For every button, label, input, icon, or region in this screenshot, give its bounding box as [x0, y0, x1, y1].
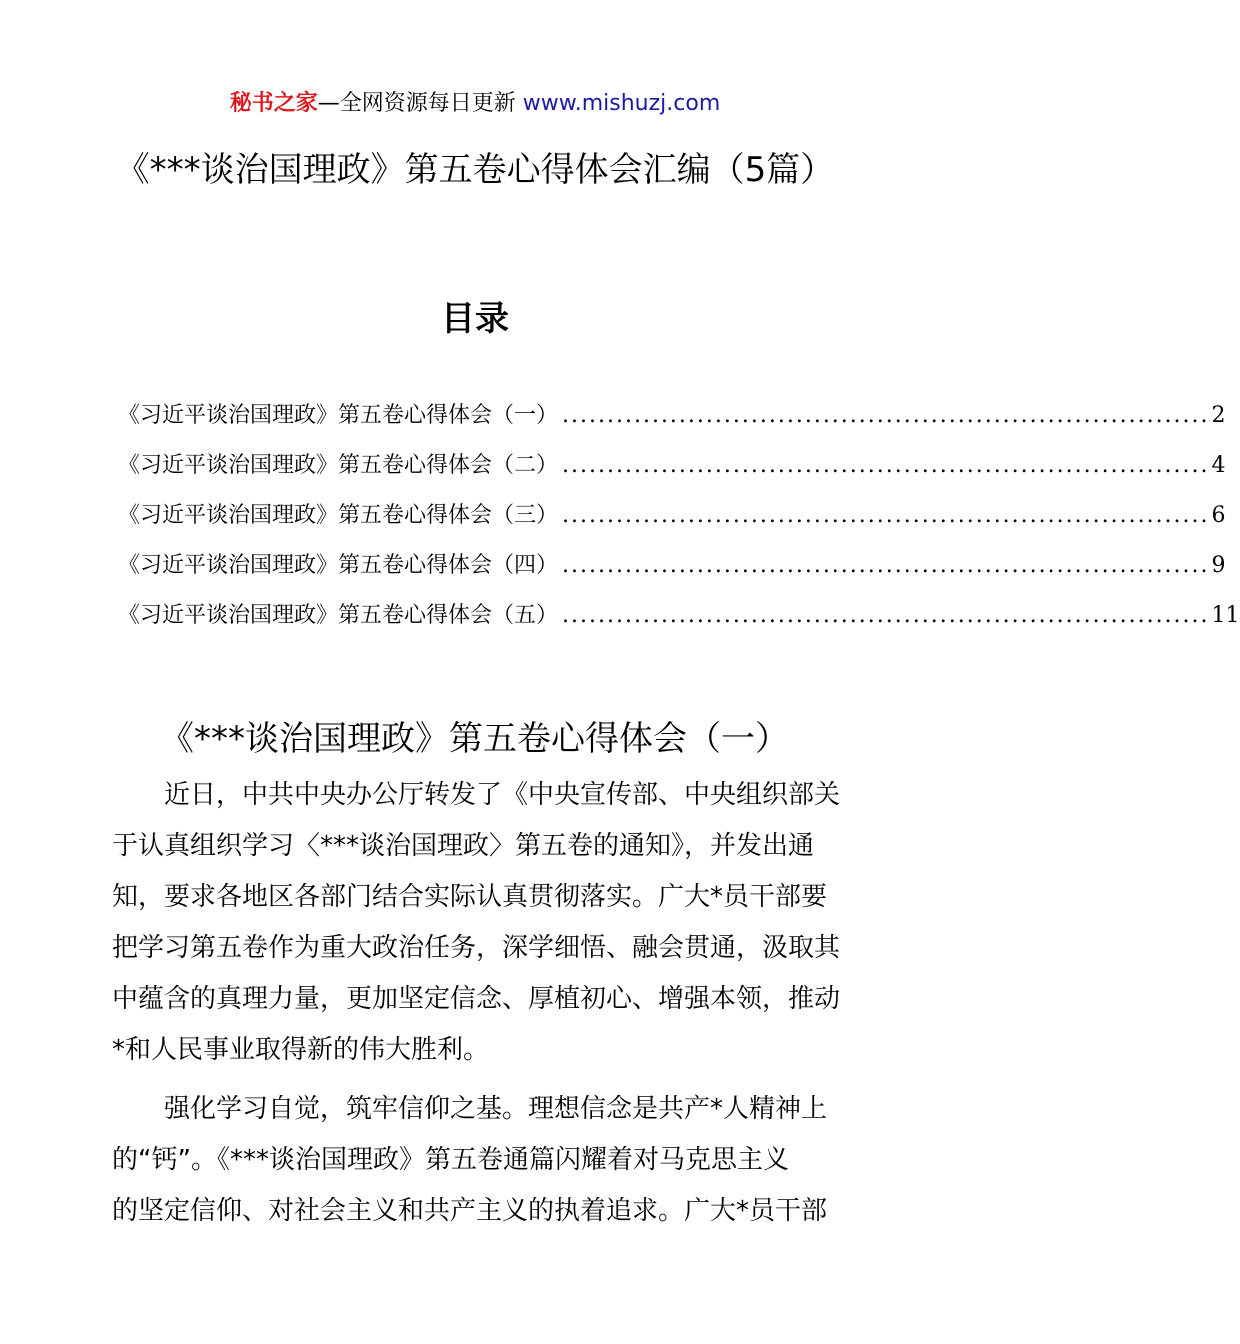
toc-heading: 目录 [441, 299, 509, 339]
paragraph-line: 把学习第五卷作为重大政治任务，深学细悟、融会贯通，汲取其 [112, 933, 841, 963]
paragraph-line: 于认真组织学习〈***谈治国理政〉第五卷的通知》，并发出通 [112, 831, 815, 861]
paragraph-line: 的“钙”。《***谈治国理政》第五卷通篇闪耀着对马克思主义 [112, 1145, 789, 1175]
toc-entry[interactable] [118, 548, 1226, 598]
toc-entry-page: 6 [1211, 503, 1226, 528]
site-header [0, 88, 950, 120]
paragraph-spacer [112, 1076, 852, 1084]
table-of-contents [118, 398, 1240, 648]
toc-entry-label: 《习近平谈治国理政》第五卷心得体会（一） [118, 403, 559, 428]
document-title: 《***谈治国理政》第五卷心得体会汇编（5篇） [115, 150, 835, 190]
toc-entry[interactable] [118, 448, 1226, 498]
toc-entry[interactable] [118, 598, 1240, 648]
paragraph-line: 的坚定信仰、对社会主义和共产主义的执着追求。广大*员干部 [112, 1196, 828, 1226]
section-title: 《***谈治国理政》第五卷心得体会（一） [160, 719, 789, 759]
toc-entry[interactable] [118, 498, 1226, 548]
toc-entry-page: 11 [1211, 603, 1240, 628]
site-url-link[interactable]: www.mishuzj.com [522, 91, 721, 116]
toc-entry-label: 《习近平谈治国理政》第五卷心得体会（二） [118, 453, 559, 478]
toc-entry[interactable] [118, 398, 1226, 448]
toc-entry-page: 4 [1211, 453, 1226, 478]
toc-dot-leader: ........................................................................ [562, 503, 1210, 528]
toc-entry-label: 《习近平谈治国理政》第五卷心得体会（四） [118, 553, 559, 578]
toc-dot-leader: ........................................................................ [562, 603, 1210, 628]
toc-dot-leader: ........................................................................ [562, 453, 1210, 478]
paragraph-line: *和人民事业取得新的伟大胜利。 [112, 1035, 490, 1065]
toc-entry-label: 《习近平谈治国理政》第五卷心得体会（五） [118, 603, 559, 628]
paragraph-line: 知，要求各地区各部门结合实际认真贯彻落实。广大*员干部要 [112, 882, 828, 912]
toc-dot-leader: ........................................................................ [562, 553, 1210, 578]
paragraph-line: 强化学习自觉，筑牢信仰之基。理想信念是共产*人精神上 [164, 1094, 828, 1124]
toc-entry-label: 《习近平谈治国理政》第五卷心得体会（三） [118, 503, 559, 528]
site-brand: 秘书之家 [229, 91, 318, 116]
paragraph-line: 中蕴含的真理力量，更加坚定信念、厚植初心、增强本领，推动 [112, 984, 841, 1014]
toc-entry-page: 9 [1211, 553, 1226, 578]
paragraph-line: 近日，中共中央办公厅转发了《中央宣传部、中央组织部关 [164, 780, 841, 810]
site-tagline: —全网资源每日更新 [317, 91, 523, 116]
toc-dot-leader: ........................................................................ [562, 403, 1210, 428]
toc-entry-page: 2 [1211, 403, 1226, 428]
section-body [112, 770, 852, 1237]
